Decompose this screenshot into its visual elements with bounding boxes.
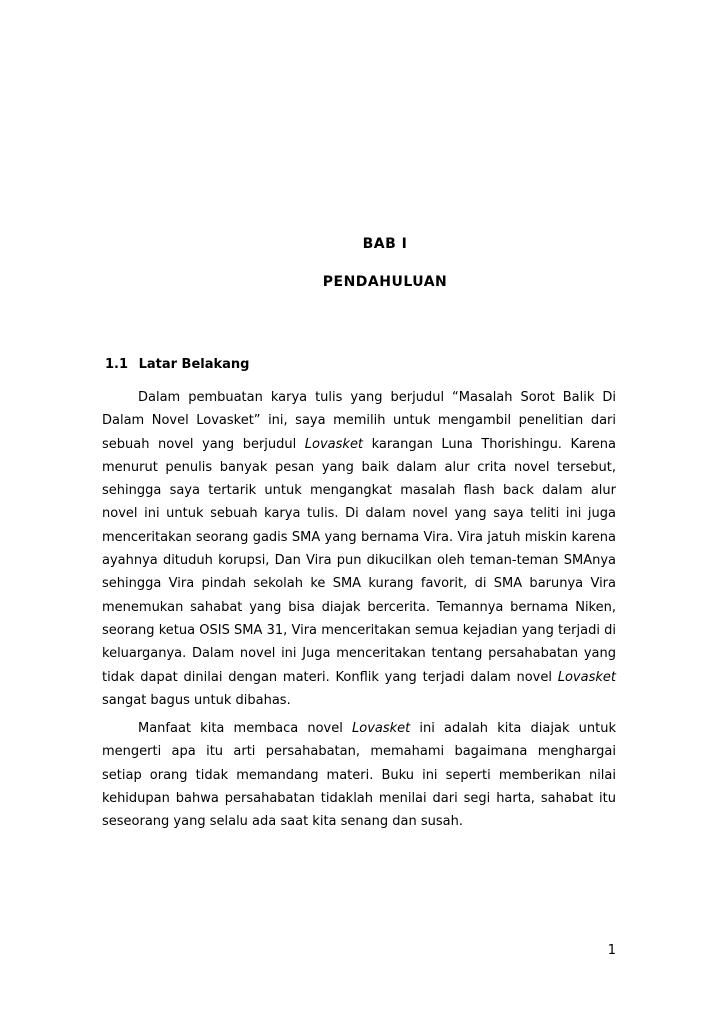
novel-title-italic: Lovasket [352, 721, 411, 736]
paragraph-text: ini adalah kita diajak untuk mengerti apa itu arti persahabatan, memahami bagaimana menghargai setiap orang tidak memandang materi. Buku ini seperti memberikan nilai kehidupan bahwa persahabatan tidaklah menilai dari segi harta, sahabat itu seseorang yang selalu ada saat kita senang dan susah. [102, 721, 616, 830]
section-title: Latar Belakang [138, 357, 250, 372]
section-number: 1.1 [105, 357, 129, 372]
chapter-title: PENDAHULUAN [322, 274, 448, 290]
novel-title-italic: Lovasket [304, 436, 364, 452]
paragraph-benefits [102, 717, 616, 833]
paragraph-text: sangat bagus untuk dibahas. [102, 692, 291, 708]
paragraph-text: karangan Luna Thorishingu. Karena menurut penulis banyak pesan yang baik dalam alur crita novel tersebut, sehingga saya tertarik untuk mengangkat masalah flash back dalam alur novel ini untuk sebuah karya tulis. Di dalam novel yang saya teliti ini juga menceritakan seorang gadis SMA yang bernama Vira. Vira jatuh miskin karena ayahnya dituduh korupsi, Dan Vira pun dikucilkan oleh teman-teman SMAnya sehingga Vira pindah sekolah ke SMA kurang favorit, di SMA barunya Vira menemukan sahabat yang bisa diajak bercerita. Temannya bernama Niken, seorang ketua OSIS SMA 31, Vira menceritakan semua kejadian yang terjadi di keluarganya. Dalam novel ini Juga menceritakan tentang persahabatan yang tidak dapat dinilai dengan materi. Konflik yang terjadi dalam novel [102, 436, 616, 685]
paragraph-text: Dalam pembuatan karya tulis yang berjudul “Masalah Sorot Balik Di Dalam Novel Lovasket” ini, saya memilih untuk mengambil penelitian dari sebuah novel yang berjudul [102, 390, 616, 452]
paragraph-background [102, 386, 616, 712]
page-number: 1 [607, 943, 616, 958]
chapter-number: BAB I [362, 236, 408, 252]
novel-title-italic: Lovasket [557, 669, 616, 685]
section-heading [105, 357, 249, 372]
paragraph-text: Manfaat kita membaca novel [138, 721, 352, 736]
